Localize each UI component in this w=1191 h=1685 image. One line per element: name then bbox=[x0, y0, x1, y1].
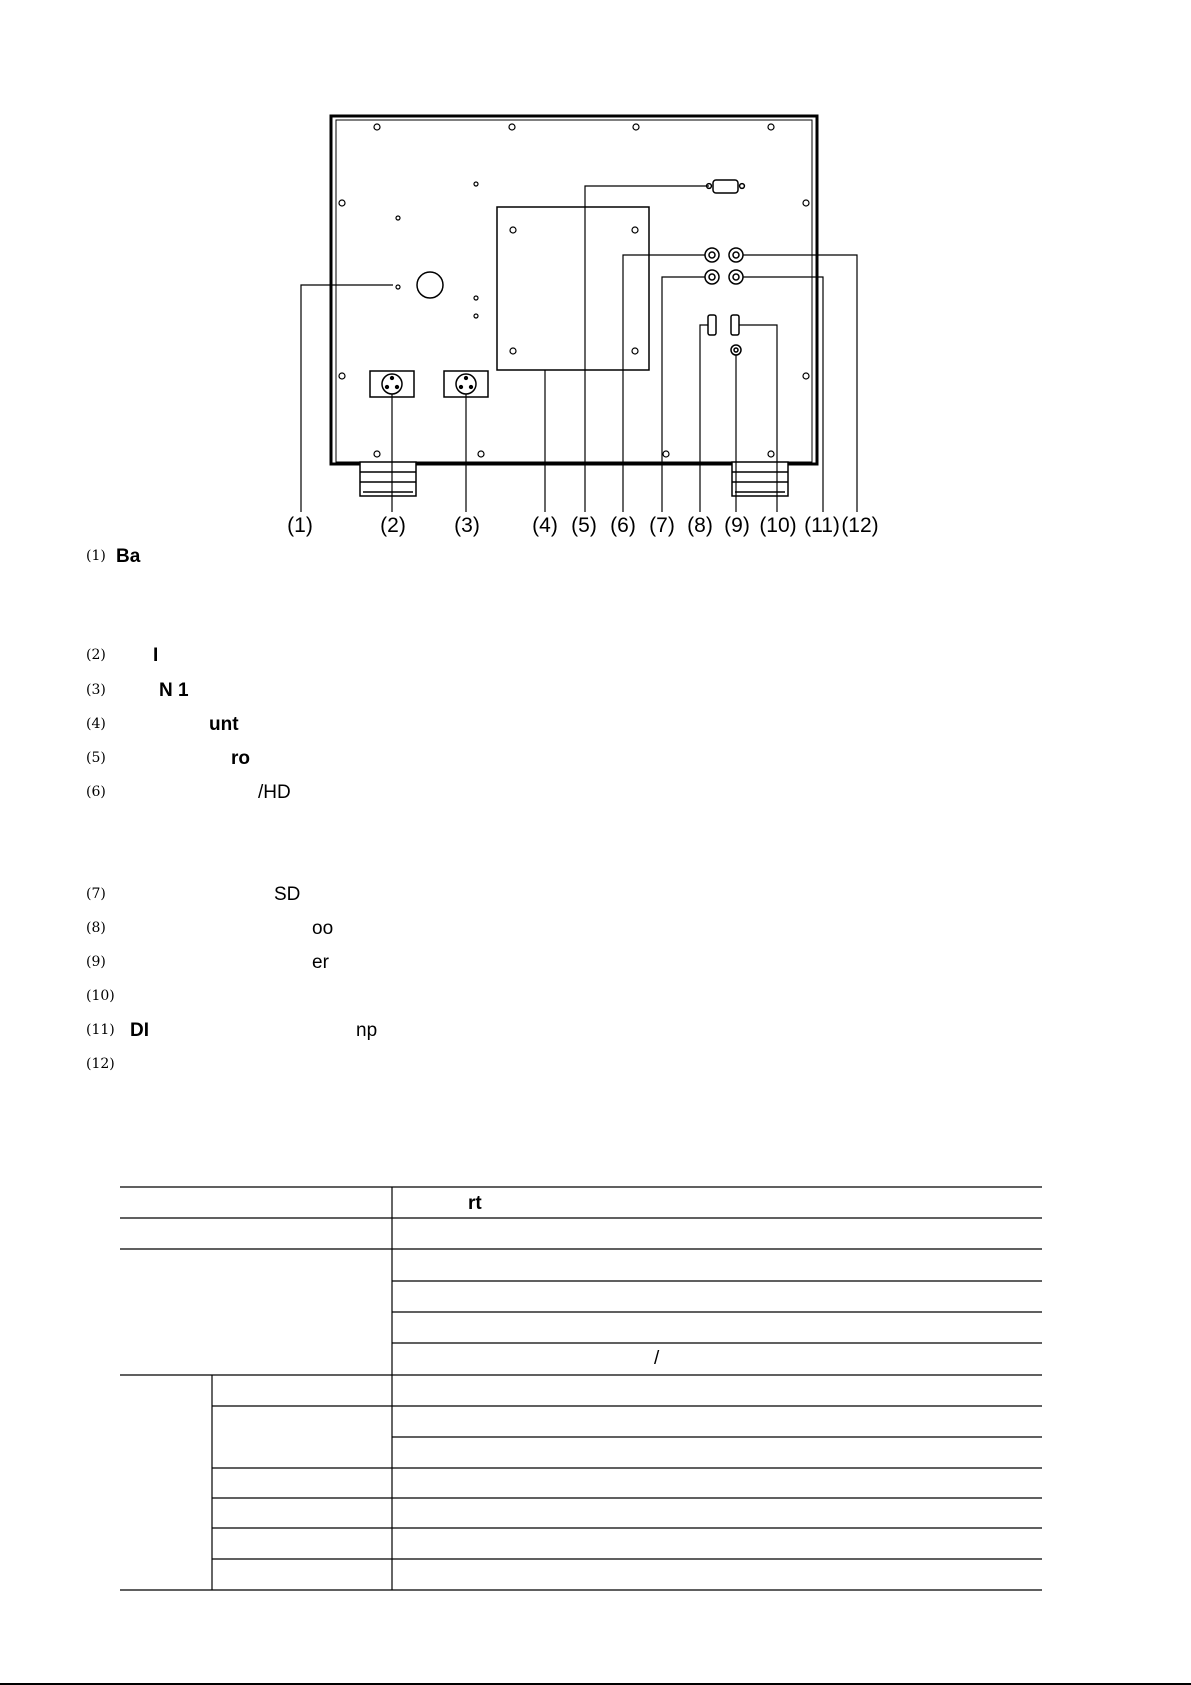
callout-6: (6) bbox=[610, 514, 636, 537]
callout-9: (9) bbox=[724, 514, 750, 537]
monitor-back-housing bbox=[331, 116, 817, 464]
power-socket-right bbox=[444, 371, 488, 397]
item-text: unt bbox=[209, 714, 239, 735]
screw-holes bbox=[339, 124, 809, 457]
callout-12: (12) bbox=[841, 514, 879, 537]
item-text: /HD bbox=[258, 782, 291, 803]
item-text: I bbox=[153, 645, 159, 666]
callout-1: (1) bbox=[287, 514, 313, 537]
item-text: Ba bbox=[116, 546, 141, 567]
item-text: SD bbox=[274, 884, 301, 905]
callout-8: (8) bbox=[687, 514, 713, 537]
item-number: (3) bbox=[86, 682, 106, 698]
item-text: er bbox=[312, 952, 329, 973]
rear-panel-diagram bbox=[0, 0, 1191, 545]
callout-7: (7) bbox=[649, 514, 675, 537]
left-foot bbox=[360, 462, 416, 496]
item-text: oo bbox=[312, 918, 334, 939]
item-number: (9) bbox=[86, 954, 106, 970]
port-9 bbox=[731, 345, 741, 355]
item-number: (7) bbox=[86, 886, 106, 902]
item-number: (4) bbox=[86, 716, 106, 732]
item-text: DI bbox=[130, 1020, 149, 1041]
callout-4: (4) bbox=[532, 514, 558, 537]
table-header-cell: rt bbox=[468, 1193, 482, 1214]
callout-11: (11) bbox=[804, 514, 840, 537]
power-socket-left bbox=[370, 371, 414, 397]
spec-table bbox=[120, 1186, 1042, 1592]
table-cell-slash: / bbox=[654, 1348, 660, 1369]
item-number: (5) bbox=[86, 750, 106, 766]
callout-3: (3) bbox=[454, 514, 480, 537]
item-number: (11) bbox=[86, 1022, 115, 1038]
port-8 bbox=[708, 315, 716, 335]
mounting-plate bbox=[497, 207, 649, 370]
item-number: (10) bbox=[86, 988, 115, 1004]
callout-2: (2) bbox=[380, 514, 406, 537]
round-indicator bbox=[417, 272, 443, 298]
item-number: (12) bbox=[86, 1056, 115, 1072]
right-foot bbox=[732, 462, 788, 496]
callout-5: (5) bbox=[571, 514, 597, 537]
callout-10: (10) bbox=[759, 514, 797, 537]
item-text: N 1 bbox=[159, 680, 189, 701]
item-number: (6) bbox=[86, 784, 106, 800]
item-number: (8) bbox=[86, 920, 106, 936]
serial-port bbox=[707, 180, 745, 193]
item-number: (2) bbox=[86, 647, 106, 663]
port-10 bbox=[731, 315, 739, 335]
item-text-secondary: np bbox=[356, 1020, 378, 1041]
bnc-connectors bbox=[705, 248, 743, 284]
item-number: (1) bbox=[86, 548, 106, 564]
item-text: ro bbox=[231, 748, 250, 769]
